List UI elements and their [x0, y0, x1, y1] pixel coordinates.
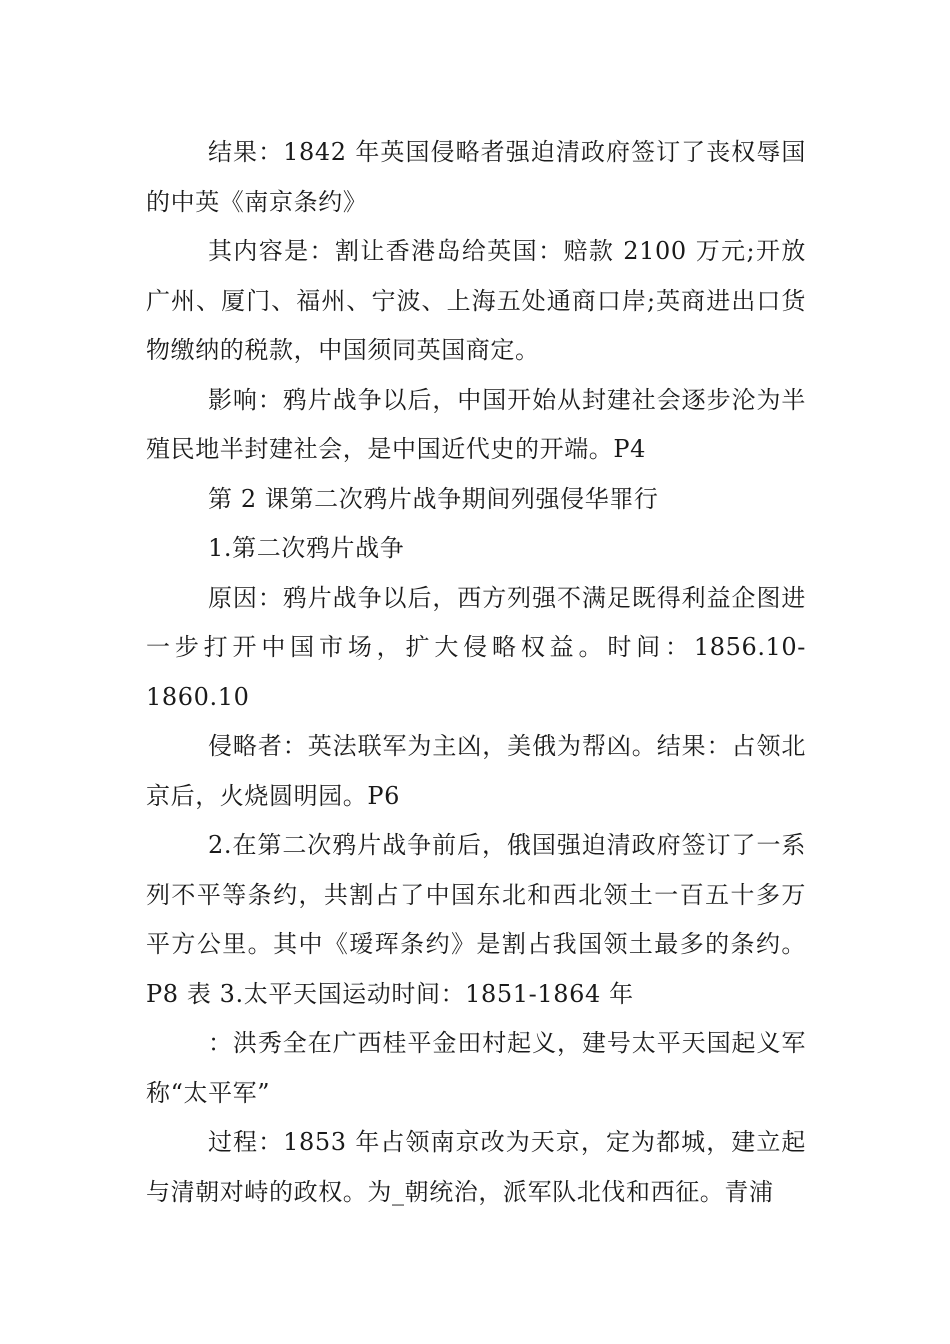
lesson-2-heading: 第 2 课第二次鸦片战争期间列强侵华罪行	[208, 484, 659, 513]
document-body	[146, 128, 806, 1217]
paragraph-taiping-uprising: ：洪秀全在广西桂平金田村起义，建号太平天国起义军称“太平军”	[146, 1029, 806, 1107]
paragraph-invaders-result: 侵略者：英法联军为主凶，美俄为帮凶。结果：占领北京后，火烧圆明园。P6	[146, 732, 806, 810]
paragraph-taiping-process: 过程：1853 年占领南京改为天京，定为都城，建立起与清朝对峙的政权。为_朝统治，派军队北伐和西征。青浦	[146, 1128, 806, 1206]
paragraph-treaty-of-nanjing-result: 结果：1842 年英国侵略者强迫清政府签订了丧权辱国的中英《南京条约》	[146, 138, 806, 216]
paragraph-treaty-contents: 其内容是：割让香港岛给英国：赔款 2100 万元;开放广州、厦门、福州、宁波、上海五处通商口岸;英商进出口货物缴纳的税款，中国须同英国商定。	[146, 237, 806, 364]
paragraph-second-war-cause: 原因：鸦片战争以后，西方列强不满足既得利益企图进一步打开中国市场，扩大侵略权益。时间：1856.10-1860.10	[146, 583, 806, 711]
paragraph-russian-treaties: 2.在第二次鸦片战争前后，俄国强迫清政府签订了一系列不平等条约，共割占了中国东北和西北领土一百五十多万平方公里。其中《瑷珲条约》是割占我国领土最多的条约。P8 表 3.太平天国运动时间：1851-1864 年	[146, 831, 806, 1008]
paragraph-opium-war-impact: 影响：鸦片战争以后，中国开始从封建社会逐步沦为半殖民地半封建社会，是中国近代史的开端。P4	[146, 385, 806, 463]
section-1-heading: 1.第二次鸦片战争	[208, 534, 405, 562]
